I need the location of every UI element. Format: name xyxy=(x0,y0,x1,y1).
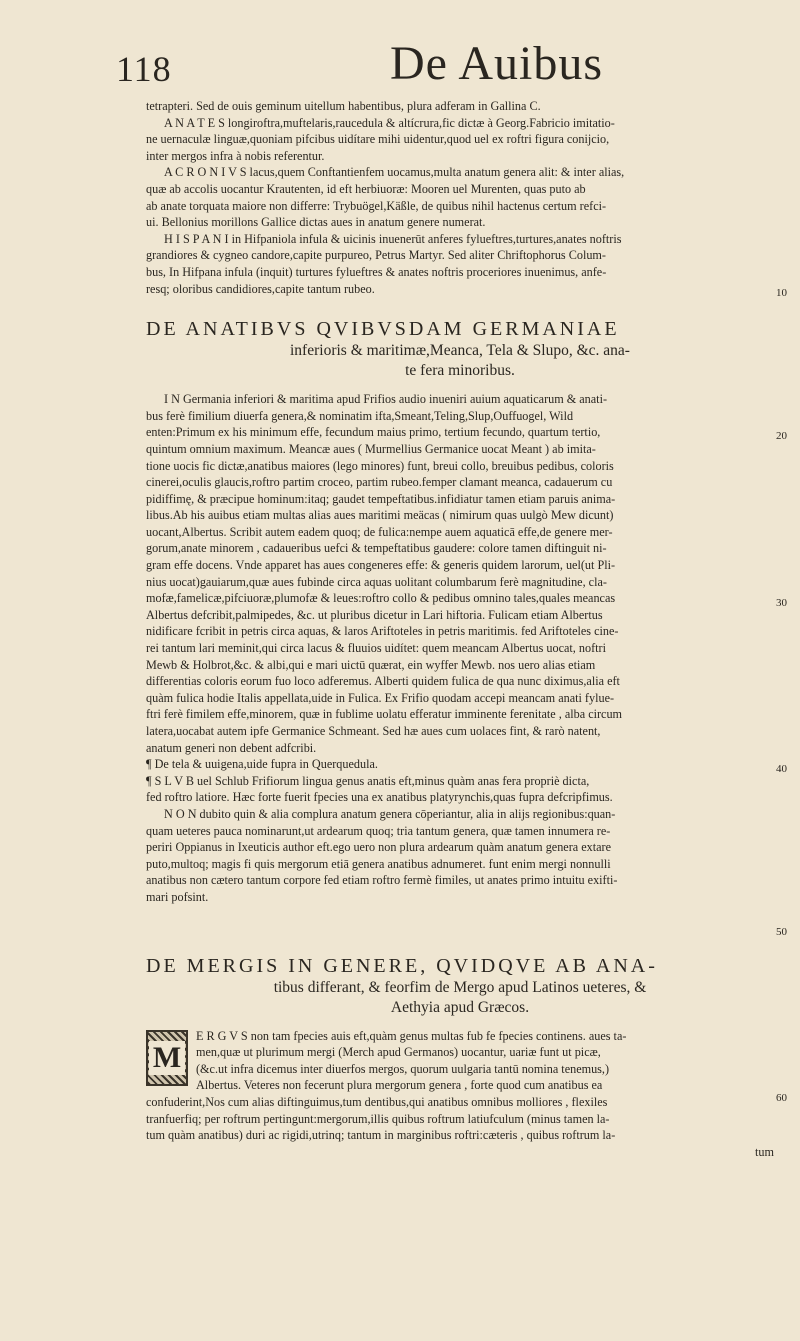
section-mergus xyxy=(146,1028,774,1161)
section-heading-subtitle: te fera minoribus. xyxy=(405,362,515,380)
text-line: ui. Bellonius morillons Gallice dictas aues in anatum genere numerat. xyxy=(146,215,486,230)
section-heading: DE MERGIS IN GENERE, QVIDQVE AB ANA- xyxy=(146,954,658,977)
initial-letter: M xyxy=(149,1041,185,1075)
text-line: enten:Primum ex his minimum effe, fecundum maius primo, tertium fecundo, quartum tertio, xyxy=(146,425,601,440)
text-line: A N A T E S longiroftra,muftelaris,raucedula & altícrura,fic dictæ à Georg.Fabricio imitatio- xyxy=(164,115,615,130)
margin-line-number: 60 xyxy=(776,1092,787,1104)
margin-line-number: 20 xyxy=(776,430,787,442)
text-line: ne uernaculæ linguæ,quoniam pifcibus uidítare mihi uidentur,quod uel ex roftri figura conijcio, xyxy=(146,132,610,147)
catchword: tum xyxy=(755,1144,774,1159)
text-line: pidiffimę, & præcipue hominum:itaq; gaudet tempeftatibus.infidiatur tamen etiam paruis anima- xyxy=(146,491,616,506)
text-line: tum quàm anatibus) duri ac rigidi,utrinq; tantum in marginibus roftri:cæteris , quibus roftrum la- xyxy=(146,1128,616,1143)
text-line: differentias coloris eorum fuo loco adferemus. Alberti quidem fulica de qua nunc diximus,alia eft xyxy=(146,674,620,689)
text-line: gram effe docens. Vnde apparet has aues congeneres effe: & generis quidem larorum, uel(ut Pli- xyxy=(146,558,616,573)
text-line: mari pofsint. xyxy=(146,889,209,904)
text-line: ¶ De tela & uuigena,uide fupra in Querquedula. xyxy=(146,757,378,772)
margin-line-number: 40 xyxy=(776,763,787,775)
text-line: latera,uocabat autem ipfe Germanice Schmeant. Sed hæ aues cum uolaces fint, & rarò natent, xyxy=(146,724,601,738)
text-line: inter mergos infra à nobis referentur. xyxy=(146,148,325,163)
text-line: A C R O N I V S lacus,quem Conftantienfem uocamus,multa anatum genera alit: & inter alias, xyxy=(164,165,625,180)
text-line: ab anate torquata maiore non differre: Trybuögel,Käßle, de quibus nihil hactenus certum refci- xyxy=(146,198,607,213)
text-line: periri Oppianus in Ixeuticis author eft.ego uero non plura ardearum quàm anatum genera extare xyxy=(146,840,611,855)
text-line: H I S P A N I in Hifpaniola infula & uicinis inuenerūt anferes fylueftres,turtures,anates noftris xyxy=(164,231,622,246)
text-line: puto,multoq; magis fi quis mergorum etiā genera anatibus adnumeret. funt enim mergi nonnulli xyxy=(146,856,611,871)
text-line: grandiores & cygneo candore,capite purpureo, Petrus Martyr. Sed aliter Chriftophorus Colum- xyxy=(146,248,606,263)
page-number: 118 xyxy=(116,49,172,89)
running-head: De Auibus xyxy=(390,37,603,90)
section-heading-subtitle: tibus differant, & feorfim de Mergo apud Latinos ueteres, & xyxy=(273,978,647,996)
text-line: libus.Ab his auibus etiam multas alias aues maritimi meäcas ( nimirum quas uulgò Mew dicunt) xyxy=(146,508,614,523)
text-line: N O N dubito quin & alia complura anatum genera cōperiantur, alia in alijs regionibus:quan- xyxy=(164,806,616,821)
text-line: ftri ferè fimilem effe,minorem, quæ in fublime uolatu efferatur imminente ferenitate , alba circum xyxy=(146,707,623,722)
text-line: confuderint,Nos cum alias diftinguimus,tum dentibus,qui anatibus omnibus molliores , flexiles xyxy=(146,1094,608,1109)
text-line: E R G V S non tam fpecies auis eft,quàm genus multas fub fe fpecies continens. aues ta- xyxy=(196,1028,627,1043)
text-line: nidificare fcribit in petris circa aquas, & laros Ariftoteles in petris maritimis. fed Ariftoteles cine- xyxy=(146,624,619,639)
margin-line-number: 10 xyxy=(776,287,787,299)
text-line: quæ ab accolis uocantur Krautenten, id eft herbiuoræ: Mooren uel Murenten, quas puto ab xyxy=(146,181,586,196)
text-line: tione uocis fic dictæ,anatibus maiores (lego minores) funt, breui collo, breuibus pedibus, coloris xyxy=(146,458,614,473)
text-line: anatum generi non debent adfcribi. xyxy=(146,740,317,755)
text-line: gorum,anate minorem , cadaueribus uefci & tempeftatibus gaudere: colore tamen diftinguit ni- xyxy=(146,541,607,556)
text-line: anatibus non cætero tantum corpore fed etiam roftro fermè fimiles, ut anates primo intuitu exifti- xyxy=(146,873,618,888)
text-line: nius uocat)gauiarum,quæ aues fubinde circa aquas uolitant columbarum ferè magnitudine, cla- xyxy=(146,574,607,589)
section-heading-subtitle: inferioris & maritimæ,Meanca, Tela & Slupo, &c. ana- xyxy=(290,342,630,360)
text-line: Mewb & Holbrot,&c. & albi,qui e mari uictū quærat, ein wyffer Mewb. nos uero alias etiam xyxy=(146,657,596,672)
text-line: rei tantum lari meminit,qui circa lacus & fluuios uidítet: quem meancam Albertus uocat, noftri xyxy=(146,641,606,656)
text-line: quàm fulica hodie Italis appellata,uide in Fulica. Ex Frifio quodam accepi meancam anati fylue- xyxy=(146,690,615,705)
text-line: mofæ,famelicæ,pifciuoræ,plumofæ & leues:roftro collo & pedibus omnino tales,quales meancas xyxy=(146,591,616,606)
text-line: Albertus defcribit,palmipedes, &c. ut pluribus dicetur in Lari hiftoria. Fulicam etiam Albertus xyxy=(146,607,603,622)
text-line: Albertus. Veteres non fecerunt plura mergorum genera , forte quod cum anatibus ea xyxy=(196,1078,603,1093)
decorated-initial-letter xyxy=(146,1030,188,1086)
text-line: uocant,Albertus. Scribit autem eadem quoq; de fulica:nempe auem aquaticā effe,de genere mer- xyxy=(146,524,613,539)
margin-line-number: 30 xyxy=(776,597,787,609)
margin-line-number: 50 xyxy=(776,926,787,938)
section-heading-subtitle: Aethyia apud Græcos. xyxy=(390,998,530,1016)
section-heading: DE ANATIBVS QVIBVSDAM GERMANIAE xyxy=(146,318,620,341)
text-line: quintum omnium maximum. Meancæ aues ( Murmellius Germanice uocat Meant ) ab imita- xyxy=(146,441,596,456)
text-line: ¶ S L V B uel Schlub Frifiorum lingua genus anatis eft,minus quàm anas fera propriè dicta, xyxy=(146,773,590,788)
section-meanca xyxy=(146,391,774,905)
text-line: cinerei,oculis glaucis,roftro partim croceo, partim rubeo.femper clamant meanca, cadauerum cu xyxy=(146,475,613,490)
text-line: bus, In Hifpana infula (inquit) turtures fylueftres & anates noftris proceriores inuenimus, anfe- xyxy=(146,264,607,279)
text-line: tetrapteri. Sed de ouis geminum uitellum habentibus, plura adferam in Gallina C. xyxy=(146,99,541,113)
text-line: quam ueteres pauca nominarunt,ut ardearum quoq; tria tantum genera, quæ tamen innumera re- xyxy=(146,823,611,838)
text-line: men,quæ ut plurimum mergi (Merch apud Germanos) uocantur, uariæ funt ut picæ, xyxy=(196,1045,601,1060)
text-line: bus ferè fimilium diuerfa genera,& nominatim ifta,Smeant,Teling,Slup,Ouffuogel, Wild xyxy=(146,408,574,423)
text-line: tranfuerfiq; per roftrum pertingunt:mergorum,illis quibus roftrum latiufculum (minus tamen la- xyxy=(146,1111,610,1126)
text-line: (&c.ut infra dicemus inter diuerfos mergos, quorum uulgaria tantū nomina tenemus,) xyxy=(196,1061,610,1076)
section-anates xyxy=(146,98,774,297)
text-line: resq; oloribus candidiores,capite tantum rubeo. xyxy=(146,281,375,296)
text-body xyxy=(146,98,774,1160)
text-line: I N Germania inferiori & maritima apud Frifios audio inueniri auium aquaticarum & anati- xyxy=(164,392,608,407)
text-line: fed roftro latiore. Hæc forte fuerit fpecies una ex anatibus platyrynchis,quas fupra defcripfimus. xyxy=(146,790,613,805)
